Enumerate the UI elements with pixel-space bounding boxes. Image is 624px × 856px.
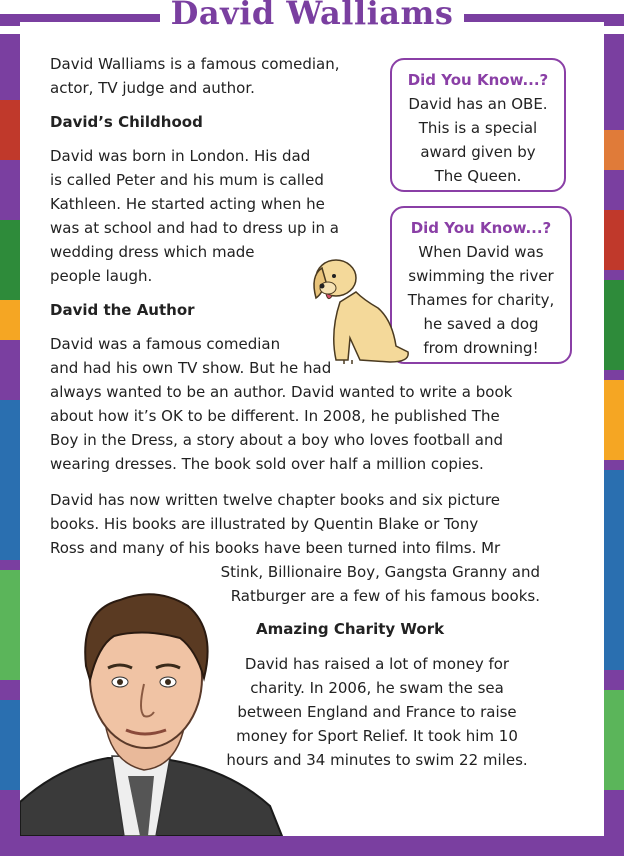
did-you-know-line: swimming the river — [408, 267, 554, 285]
did-you-know-line: This is a special — [418, 119, 538, 137]
did-you-know-line: from drowning! — [423, 339, 539, 357]
charity-heading: Amazing Charity Work — [256, 620, 445, 638]
childhood-line: wedding dress which made — [50, 243, 255, 261]
did-you-know-line: he saved a dog — [423, 315, 539, 333]
did-you-know-box-1 — [390, 58, 566, 192]
author-line: about how it’s OK to be different. In 2008, he published The — [50, 407, 500, 425]
books-text — [50, 488, 500, 560]
charity-line: between England and France to raise — [237, 703, 517, 721]
childhood-line: David was born in London. His dad — [50, 147, 311, 165]
charity-line: hours and 34 minutes to swim 22 miles. — [226, 751, 528, 769]
author-line: wearing dresses. The book sold over half a million copies. — [50, 455, 484, 473]
dog-illustration — [300, 242, 412, 370]
childhood-line: was at school and had to dress up in a — [50, 219, 339, 237]
intro-line: actor, TV judge and author. — [50, 79, 255, 97]
charity-line: money for Sport Relief. It took him 10 — [236, 727, 518, 745]
did-you-know-box-2 — [390, 206, 572, 364]
charity-line: David has raised a lot of money for — [244, 655, 510, 673]
intro-text — [50, 52, 340, 100]
books-line: books. His books are illustrated by Quentin Blake or Tony — [50, 515, 479, 533]
page-title: David Walliams — [170, 0, 454, 32]
books-line: Ratburger are a few of his famous books. — [230, 587, 540, 605]
did-you-know-line: award given by — [420, 143, 536, 161]
author-line: Boy in the Dress, a story about a boy who loves football and — [50, 431, 504, 449]
childhood-line: is called Peter and his mum is called — [50, 171, 324, 189]
author-line: always wanted to be an author. David wanted to write a book — [50, 383, 513, 401]
bookshelf-right — [604, 130, 624, 800]
bookshelf-left — [0, 100, 22, 800]
childhood-heading: David’s Childhood — [50, 113, 203, 131]
author-line: and had his own TV show. But he had — [50, 359, 332, 377]
childhood-line: people laugh. — [50, 267, 153, 285]
author-heading: David the Author — [50, 301, 195, 319]
did-you-know-heading: Did You Know...? — [407, 71, 549, 89]
intro-line: David Walliams is a famous comedian, — [50, 55, 340, 73]
did-you-know-line: The Queen. — [434, 167, 522, 185]
did-you-know-line: Thames for charity, — [407, 291, 555, 309]
books-line: Stink, Billionaire Boy, Gangsta Granny and — [220, 563, 540, 581]
did-you-know-line: When David was — [418, 243, 544, 261]
charity-line: charity. In 2006, he swam the sea — [250, 679, 504, 697]
childhood-text — [50, 144, 339, 288]
childhood-line: Kathleen. He started acting when he — [50, 195, 325, 213]
books-line: Ross and many of his books have been turned into films. Mr — [50, 539, 501, 557]
did-you-know-heading: Did You Know...? — [410, 219, 552, 237]
david-portrait — [20, 570, 290, 836]
content-card — [20, 22, 604, 836]
books-line: David has now written twelve chapter books and six picture — [50, 491, 501, 509]
did-you-know-line: David has an OBE. — [408, 95, 548, 113]
author-line: David was a famous comedian — [50, 335, 281, 353]
